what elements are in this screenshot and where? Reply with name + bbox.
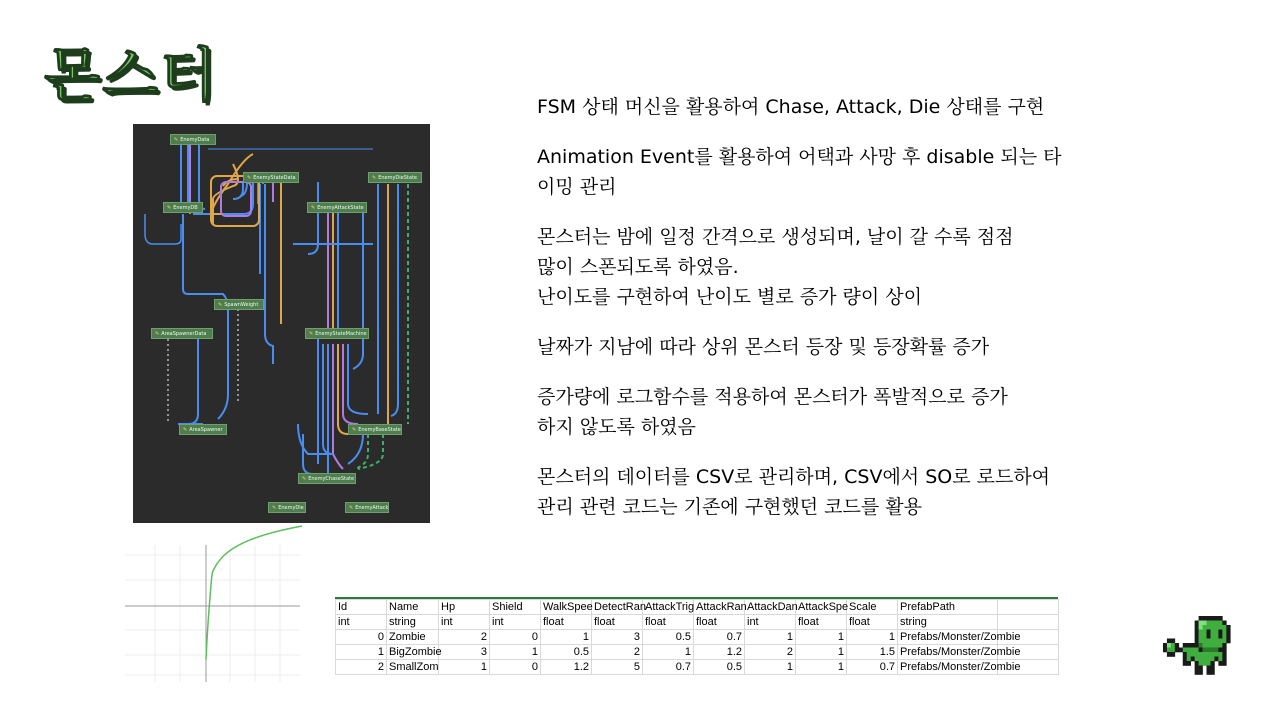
spreadsheet-cell[interactable]: 3 [592, 630, 643, 645]
spreadsheet-data-row [336, 645, 1059, 660]
sprite-pixel [1226, 630, 1230, 635]
sprite-pixel [1210, 630, 1214, 635]
spreadsheet-cell[interactable]: SmallZom [387, 660, 439, 675]
sprite-pixel [1226, 634, 1230, 639]
sprite-pixel [1199, 670, 1203, 675]
sprite-pixel [1203, 639, 1207, 644]
spreadsheet-cell[interactable]: 1 [796, 630, 847, 645]
sprite-pixel [1199, 625, 1203, 630]
spreadsheet-cell[interactable]: Prefabs/Monster/Zombie [898, 630, 998, 645]
sprite-pixel [1179, 648, 1183, 653]
sprite-pixel [1222, 625, 1226, 630]
spreadsheet-cell[interactable]: 0.7 [694, 630, 745, 645]
spreadsheet-cell[interactable]: 1 [847, 630, 898, 645]
sprite-pixel [1207, 648, 1211, 653]
sprite-pixel [1191, 648, 1195, 653]
csv-spreadsheet [335, 597, 1058, 687]
sprite-pixel [1195, 630, 1199, 635]
spreadsheet-cell[interactable]: float [643, 615, 694, 630]
sprite-pixel [1199, 630, 1203, 635]
sprite-pixel [1207, 634, 1211, 639]
spreadsheet-cell[interactable]: 0.5 [694, 660, 745, 675]
sprite-pixel [1187, 648, 1191, 653]
sprite-pixel [1203, 661, 1207, 666]
sprite-pixel [1203, 657, 1207, 662]
spreadsheet-cell[interactable]: int [745, 615, 796, 630]
spreadsheet-cell[interactable]: 0 [336, 630, 387, 645]
sprite-pixel [1183, 648, 1187, 653]
log-graph-svg [125, 545, 300, 682]
spreadsheet-cell[interactable]: 2 [592, 645, 643, 660]
spreadsheet-cell[interactable]: 0 [490, 660, 541, 675]
sprite-pixel [1222, 648, 1226, 653]
sprite-pixel [1210, 652, 1214, 657]
zombie-sprite-icon [1162, 612, 1242, 682]
sprite-pixel [1195, 634, 1199, 639]
class-diagram-image [133, 124, 430, 523]
spreadsheet-header-row [336, 600, 1059, 615]
diagram-node-enemystatemachine: ✎ EnemyStateMachine [305, 328, 369, 339]
sprite-pixel [1207, 616, 1211, 621]
description-paragraph: 증가량에 로그함수를 적용하여 몬스터가 폭발적으로 증가 하지 않도록 하였음 [537, 386, 1008, 438]
diagram-node-enemydie: ✎ EnemyDie [268, 502, 306, 513]
sprite-pixel [1199, 652, 1203, 657]
spreadsheet-type-row [336, 615, 1059, 630]
sprite-pixel [1214, 634, 1218, 639]
sprite-pixel [1195, 643, 1199, 648]
spreadsheet-cell[interactable]: Shield [490, 600, 541, 615]
sprite-pixel [1203, 648, 1207, 653]
sprite-pixel [1210, 648, 1214, 653]
sprite-pixel [1214, 630, 1218, 635]
sprite-pixel [1163, 648, 1167, 653]
sprite-pixel [1222, 652, 1226, 657]
sprite-pixel [1218, 652, 1222, 657]
description-text [537, 92, 1177, 542]
spreadsheet-cell[interactable]: 1 [745, 660, 796, 675]
sprite-pixel [1195, 652, 1199, 657]
sprite-pixel [1214, 648, 1218, 653]
sprite-pixel [1226, 625, 1230, 630]
spreadsheet-cell[interactable]: Zombie [387, 630, 439, 645]
spreadsheet-cell[interactable]: Hp [439, 600, 490, 615]
sprite-pixel [1183, 643, 1187, 648]
spreadsheet-data-row [336, 660, 1059, 675]
diagram-node-areaspawner: ✎ AreaSpawner [179, 424, 227, 435]
sprite-pixel [1171, 652, 1175, 657]
sprite-pixel [1207, 670, 1211, 675]
sprite-pixel [1207, 661, 1211, 666]
spreadsheet-cell[interactable]: float [796, 615, 847, 630]
sprite-pixel [1195, 639, 1199, 644]
sprite-pixel [1210, 670, 1214, 675]
sprite-pixel [1218, 616, 1222, 621]
spreadsheet-cell[interactable]: 2 [745, 645, 796, 660]
spreadsheet-data-row [336, 630, 1059, 645]
sprite-pixel [1163, 643, 1167, 648]
spreadsheet-cell[interactable]: 2 [336, 660, 387, 675]
spreadsheet-cell[interactable]: AttackTrig [643, 600, 694, 615]
sprite-pixel [1195, 666, 1199, 671]
sprite-pixel [1222, 657, 1226, 662]
spreadsheet-cell[interactable]: Prefabs/Monster/Zombie [898, 660, 998, 675]
spreadsheet-cell[interactable]: 1.2 [541, 660, 592, 675]
sprite-pixel [1203, 616, 1207, 621]
sprite-pixel [1207, 621, 1211, 626]
sprite-pixel [1210, 666, 1214, 671]
sprite-pixel [1218, 630, 1222, 635]
spreadsheet-cell[interactable]: string [387, 615, 439, 630]
sprite-pixel [1210, 634, 1214, 639]
sprite-pixel [1218, 621, 1222, 626]
spreadsheet-cell[interactable]: Name [387, 600, 439, 615]
zombie-sprite-svg [1162, 612, 1242, 682]
sprite-pixel [1199, 634, 1203, 639]
spreadsheet-cell[interactable]: AttackDan [745, 600, 796, 615]
diagram-node-enemystatedata: ✎ EnemyStateData [243, 172, 299, 183]
sprite-pixel [1222, 643, 1226, 648]
sprite-pixel [1214, 616, 1218, 621]
sprite-pixel [1203, 643, 1207, 648]
sprite-pixel [1218, 657, 1222, 662]
sprite-pixel [1207, 625, 1211, 630]
log-curve [206, 526, 302, 660]
spreadsheet-cell[interactable] [998, 615, 1059, 630]
spreadsheet-cell[interactable]: float [694, 615, 745, 630]
sprite-pixel [1214, 639, 1218, 644]
sprite-pixel [1203, 625, 1207, 630]
sprite-pixel [1210, 616, 1214, 621]
spreadsheet-cell[interactable]: float [541, 615, 592, 630]
sprite-pixel [1207, 639, 1211, 644]
spreadsheet-cell[interactable]: 1 [439, 660, 490, 675]
spreadsheet-cell[interactable]: BigZombie [387, 645, 439, 660]
spreadsheet-cell[interactable]: AttackSpe [796, 600, 847, 615]
sprite-pixel [1218, 639, 1222, 644]
spreadsheet-cell[interactable]: AttackRan [694, 600, 745, 615]
diagram-node-enemyattack: ✎ EnemyAttack [345, 502, 389, 513]
sprite-pixel [1207, 657, 1211, 662]
sprite-pixel [1203, 621, 1207, 626]
sprite-pixel [1218, 648, 1222, 653]
sprite-pixel [1210, 639, 1214, 644]
sprite-pixel [1187, 661, 1191, 666]
sprite-pixel [1195, 648, 1199, 653]
sprite-pixel [1199, 639, 1203, 644]
sprite-pixel [1191, 643, 1195, 648]
spreadsheet-cell[interactable]: float [592, 615, 643, 630]
sprite-pixel [1183, 661, 1187, 666]
sprite-pixel [1222, 621, 1226, 626]
spreadsheet-cell[interactable]: PrefabPath [898, 600, 998, 615]
sprite-pixel [1210, 661, 1214, 666]
sprite-pixel [1199, 616, 1203, 621]
spreadsheet-cell[interactable]: float [847, 615, 898, 630]
spreadsheet-cell[interactable]: 1.5 [847, 645, 898, 660]
spreadsheet-cell[interactable]: 1 [796, 660, 847, 675]
spreadsheet-cell[interactable]: string [898, 615, 998, 630]
sprite-pixel [1218, 661, 1222, 666]
sprite-pixel [1222, 661, 1226, 666]
sprite-pixel [1171, 648, 1175, 653]
diagram-node-enemyattackstate: ✎ EnemyAttackState [307, 202, 367, 213]
sprite-pixel [1187, 652, 1191, 657]
sprite-pixel [1175, 648, 1179, 653]
spreadsheet-cell[interactable]: int [336, 615, 387, 630]
sprite-pixel [1218, 643, 1222, 648]
sprite-pixel [1195, 670, 1199, 675]
sprite-pixel [1199, 666, 1203, 671]
diagram-node-enemydiestate: ✎ EnemyDieState [368, 172, 422, 183]
spreadsheet-cell[interactable]: 1 [745, 630, 796, 645]
sprite-pixel [1222, 634, 1226, 639]
diagram-node-spawnweight: ✎ SpawnWeight [214, 299, 264, 310]
sprite-pixel [1195, 661, 1199, 666]
sprite-pixel [1191, 652, 1195, 657]
sprite-pixel [1207, 666, 1211, 671]
sprite-pixel [1171, 639, 1175, 644]
spreadsheet-cell[interactable] [998, 600, 1059, 615]
sprite-pixel [1199, 648, 1203, 653]
sprite-pixel [1187, 657, 1191, 662]
sprite-pixel [1203, 634, 1207, 639]
sprite-pixel [1214, 652, 1218, 657]
diagram-node-areaspawnerdata: ✎ AreaSpawnerData [151, 328, 213, 339]
spreadsheet-cell[interactable]: 5 [592, 660, 643, 675]
diagram-node-enemychasestate: ✎ EnemyChaseState [298, 473, 356, 484]
sprite-pixel [1214, 621, 1218, 626]
sprite-pixel [1218, 634, 1222, 639]
spreadsheet-cell[interactable]: Scale [847, 600, 898, 615]
spreadsheet-cell[interactable]: 1 [643, 645, 694, 660]
sprite-pixel [1207, 643, 1211, 648]
sprite-pixel [1187, 643, 1191, 648]
diagram-node-enemydata: ✎ EnemyData [170, 134, 216, 145]
sprite-pixel [1222, 639, 1226, 644]
sprite-pixel [1167, 643, 1171, 648]
spreadsheet-cell[interactable]: 0 [490, 630, 541, 645]
sprite-pixel [1183, 657, 1187, 662]
sprite-pixel [1199, 643, 1203, 648]
sprite-pixel [1171, 643, 1175, 648]
sprite-pixel [1175, 643, 1179, 648]
sprite-pixel [1199, 661, 1203, 666]
spreadsheet-cell[interactable]: 2 [439, 630, 490, 645]
spreadsheet-cell[interactable]: Prefabs/Monster/Zombie [898, 645, 998, 660]
spreadsheet-cell[interactable]: int [490, 615, 541, 630]
spreadsheet-cell[interactable]: 0.7 [643, 660, 694, 675]
sprite-pixel [1210, 657, 1214, 662]
description-paragraph: Animation Event를 활용하여 어택과 사망 후 disable 되는 타 이밍 관리 [537, 146, 1062, 198]
sprite-pixel [1199, 657, 1203, 662]
sprite-pixel [1218, 625, 1222, 630]
spreadsheet-cell[interactable]: int [439, 615, 490, 630]
spreadsheet-cell[interactable]: 1 [490, 645, 541, 660]
sprite-pixel [1210, 621, 1214, 626]
description-paragraph: FSM 상태 머신을 활용하여 Chase, Attack, Die 상태를 구현 [537, 96, 1045, 118]
sprite-pixel [1195, 625, 1199, 630]
spreadsheet-cell[interactable]: Id [336, 600, 387, 615]
sprite-pixel [1195, 657, 1199, 662]
diagram-node-enemybasestate: ✎ EnemyBaseState [348, 424, 402, 435]
sprite-pixel [1183, 652, 1187, 657]
description-paragraph: 날짜가 지남에 따라 상위 몬스터 등장 및 등장확률 증가 [537, 336, 990, 358]
spreadsheet-cell[interactable]: 1 [541, 630, 592, 645]
sprite-pixel [1214, 643, 1218, 648]
description-paragraph: 몬스터는 밤에 일정 간격으로 생성되며, 날이 갈 수록 점점 많이 스폰되도록 하였음. 난이도를 구현하여 난이도 별로 증가 량이 상이 [537, 226, 1014, 308]
sprite-pixel [1167, 639, 1171, 644]
spreadsheet-cell[interactable]: 0.7 [847, 660, 898, 675]
sprite-pixel [1199, 621, 1203, 626]
diagram-node-enemydb: ✎ EnemyDB [163, 202, 203, 213]
sprite-pixel [1210, 643, 1214, 648]
sprite-pixel [1210, 625, 1214, 630]
sprite-pixel [1222, 630, 1226, 635]
spreadsheet-cell[interactable]: 0.5 [643, 630, 694, 645]
sprite-pixel [1226, 639, 1230, 644]
spreadsheet-table [335, 599, 1059, 675]
spreadsheet-cell[interactable]: DetectRan [592, 600, 643, 615]
sprite-pixel [1167, 648, 1171, 653]
spreadsheet-cell[interactable]: 0.5 [541, 645, 592, 660]
spreadsheet-cell[interactable]: 1.2 [694, 645, 745, 660]
spreadsheet-cell[interactable]: 3 [439, 645, 490, 660]
spreadsheet-cell[interactable]: 1 [336, 645, 387, 660]
sprite-pixel [1207, 630, 1211, 635]
description-paragraph: 몬스터의 데이터를 CSV로 관리하며, CSV에서 SO로 로드하여 관리 관련 코드는 기존에 구현했던 코드를 활용 [537, 466, 1051, 518]
sprite-pixel [1167, 652, 1171, 657]
slide-title: 몬스터 [44, 41, 219, 109]
sprite-pixel [1203, 652, 1207, 657]
spreadsheet-cell[interactable]: 1 [796, 645, 847, 660]
sprite-pixel [1191, 657, 1195, 662]
sprite-pixel [1207, 652, 1211, 657]
sprite-pixel [1214, 657, 1218, 662]
sprite-pixel [1203, 630, 1207, 635]
sprite-pixel [1214, 625, 1218, 630]
log-function-graph [125, 545, 300, 682]
spreadsheet-cell[interactable]: WalkSpee [541, 600, 592, 615]
sprite-pixel [1195, 621, 1199, 626]
